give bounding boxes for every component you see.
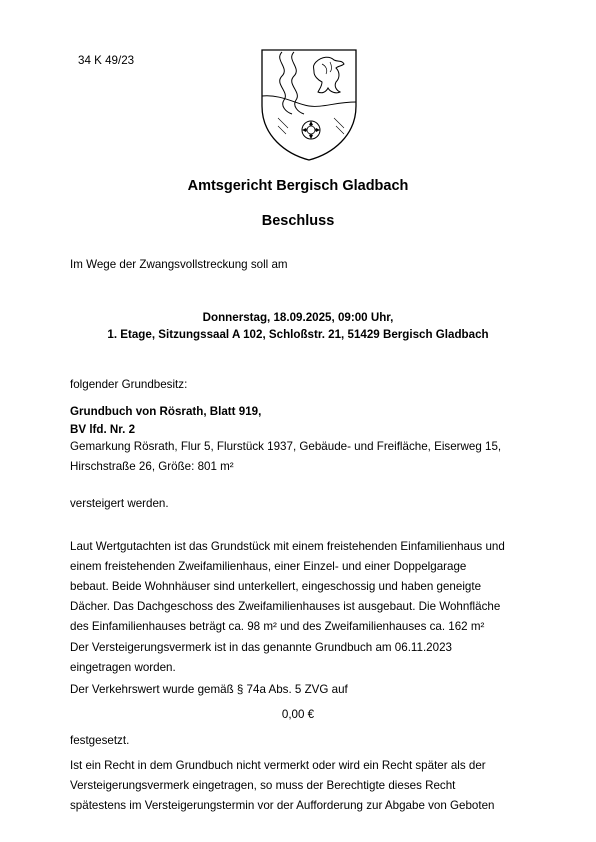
appraisal-line: einem freistehenden Zweifamilienhaus, einer Einzel- und einer Doppelgarage (70, 560, 467, 573)
land-register: Grundbuch von Rösrath, Blatt 919, (70, 405, 262, 418)
rights-paragraph (70, 756, 530, 816)
registration-paragraph (70, 638, 530, 678)
parcel-description (70, 437, 530, 477)
appraisal-line: bebaut. Beide Wohnhäuser sind unterkellert, eingeschossig und haben geneigte (70, 580, 482, 593)
property-intro: folgender Grundbesitz: (70, 378, 188, 391)
appraisal-paragraph (70, 537, 530, 637)
court-name: Amtsgericht Bergisch Gladbach (187, 178, 409, 194)
registration-line: Der Versteigerungsvermerk ist in das genannte Grundbuch am 06.11.2023 (70, 641, 452, 654)
intro-text: Im Wege der Zwangsvollstreckung soll am (70, 258, 288, 271)
parcel-line: Hirschstraße 26, Größe: 801 m² (70, 460, 234, 473)
appraisal-line: Laut Wertgutachten ist das Grundstück mit einem freistehenden Einfamilienhaus und (70, 540, 505, 553)
registration-line: eingetragen worden. (70, 661, 176, 674)
nrw-coat-of-arms-icon (256, 44, 362, 164)
rights-line: spätestens im Versteigerungstermin vor der Aufforderung zur Abgabe von Geboten (70, 799, 495, 812)
auction-location: 1. Etage, Sitzungssaal A 102, Schloßstr. 21, 51429 Bergisch Gladbach (107, 328, 489, 341)
auction-phrase: versteigert werden. (70, 497, 169, 510)
appraisal-line: des Einfamilienhauses beträgt ca. 98 m² und des Zweifamilienhauses ca. 162 m² (70, 620, 485, 633)
document-type-heading: Beschluss (261, 213, 335, 229)
appraisal-line: Dächer. Das Dachgeschoss des Zweifamilienhauses ist ausgebaut. Die Wohnfläche (70, 600, 501, 613)
value-intro: Der Verkehrswert wurde gemäß § 74a Abs. 5 ZVG auf (70, 683, 348, 696)
value-outro: festgesetzt. (70, 734, 130, 747)
auction-date: Donnerstag, 18.09.2025, 09:00 Uhr, (202, 311, 394, 324)
rights-line: Ist ein Recht in dem Grundbuch nicht vermerkt oder wird ein Recht später als der (70, 759, 486, 772)
file-number: 34 K 49/23 (78, 54, 135, 67)
parcel-line: Gemarkung Rösrath, Flur 5, Flurstück 1937, Gebäude- und Freifläche, Eiserweg 15, (70, 440, 502, 453)
bv-number: BV lfd. Nr. 2 (70, 423, 136, 436)
rights-line: Versteigerungsvermerk eingetragen, so muss der Berechtigte dieses Recht (70, 779, 456, 792)
market-value: 0,00 € (281, 708, 315, 721)
